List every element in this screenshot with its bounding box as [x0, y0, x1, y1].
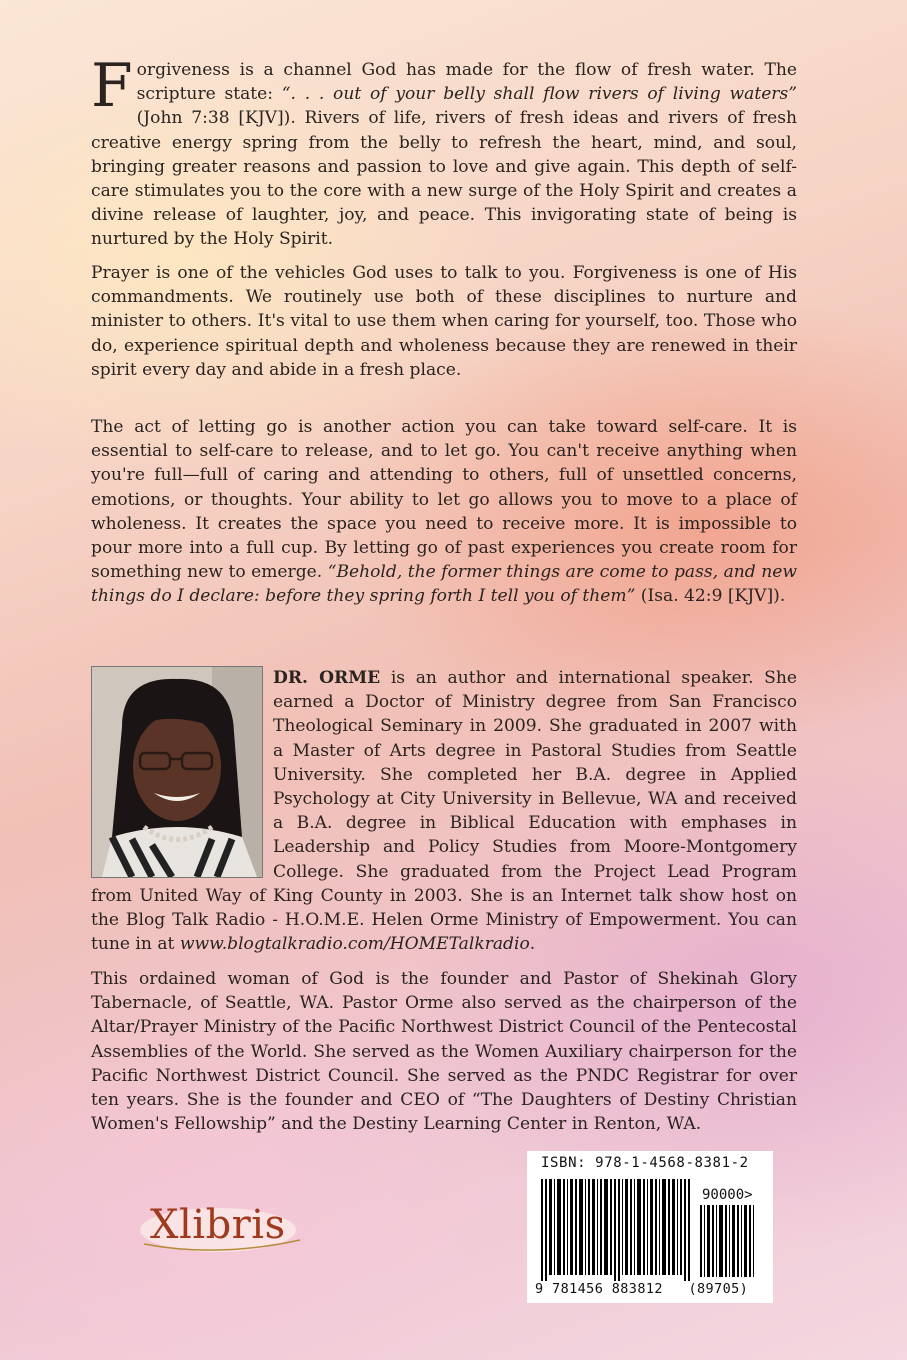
- paragraph-prayer: Prayer is one of the vehicles God uses to talk to you. Forgiveness is one of His commandments. We routinely use both of these disciplines to nurture and minister to others. It's vital to use them when caring for yourself, too. Those who do, experience spiritual depth and wholeness because they are renewed in their spirit every day and abide in a fresh place.: [91, 263, 797, 380]
- author-bio-body: is an author and international speaker. She earned a Doctor of Ministry degree from San Francisco Theological Seminary in 2009. She graduated in 2007 with a Master of Arts degree in Pastoral Studies from Seattle University. She completed her B.A. degree in Applied Psychology at City University in Bellevue, WA and received a B.A. degree in Biblical Education with emphases in Leadership and Policy Studies from Moore-Montgomery College. She graduated from the Project Lead Program from United Way of King County in 2003. She is an Internet talk show host on the Blog Talk Radio - H.O.M.E. Helen Orme Ministry of Empowerment. You can tune in at: [91, 668, 797, 955]
- author-bio: [91, 666, 797, 956]
- isbn-barcode: [527, 1151, 773, 1303]
- xlibris-logo: [138, 1200, 308, 1260]
- barcode-bars-icon: [539, 1179, 697, 1281]
- scripture-quote: “. . . out of your belly shall flow rivers of living waters”: [281, 84, 797, 105]
- author-portrait-icon: [92, 667, 262, 877]
- paragraph-text: orgiveness is a channel God has made for the flow of fresh water. The scripture state:: [136, 60, 797, 105]
- barcode-digits: 9 781456 883812 (89705): [535, 1281, 749, 1297]
- author-name: DR. ORME: [273, 668, 381, 688]
- scripture-quote: “Behold, the former things are come to pass, and new things do I declare: before they spring forth I tell you of them”: [91, 562, 797, 607]
- isbn-label: ISBN: 978-1-4568-8381-2: [541, 1155, 749, 1171]
- author-bio-text: DR. ORME is an author and international speaker. She earned a Doctor of Ministry degree from San Francisco Theological Seminary in 2009. She graduated in 2007 with a Master of Arts degree in Pastoral Studies from Seattle University. She completed her B.A. degree in Applied Psychology at City University in Bellevue, WA and received a B.A. degree in Biblical Education with emphases in Leadership and Policy Studies from Moore-Montgomery College. She graduated from the Project Lead Program from United Way of King County in 2003. She is an Internet talk show host on the Blog Talk Radio - H.O.M.E. Helen Orme Ministry of Empowerment. You can tune in at www.blogtalkradio.com/HOMETalkradio.: [91, 668, 797, 955]
- drop-cap: F: [91, 51, 133, 121]
- paragraph-forgiveness: [91, 51, 797, 252]
- paragraph-text: (John 7:38 [KJV]). Rivers of life, rivers of fresh ideas and rivers of fresh creative energy spring from the belly to refresh the heart, mind, and soul, bringing greater reasons and passion to love and give again. This depth of self-care stimulates you to the core with a new surge of the Holy Spirit and creates a divine release of laughter, joy, and peace. This invigorating state of being is nurtured by the Holy Spirit.: [91, 108, 797, 250]
- logo-text: Xlibris: [150, 1202, 286, 1248]
- paragraph-pastor: This ordained woman of God is the founder and Pastor of Shekinah Glory Tabernacle, of Seattle, WA. Pastor Orme also served as the chairperson of the Altar/Prayer Ministry of the Pacific Northwest District Council of the Pentecostal Assemblies of the World. She served as the Women Auxiliary chairperson for the Pacific Northwest District Council. She served as the PNDC Registrar for over ten years. She is the founder and CEO of “The Daughters of Destiny Christian Women's Fellowship” and the Destiny Learning Center in Renton, WA.: [91, 969, 797, 1135]
- price-code: 90000>: [702, 1187, 753, 1203]
- author-url[interactable]: www.blogtalkradio.com/HOMETalkradio: [179, 934, 530, 955]
- paragraph-text: The act of letting go is another action you can take toward self-care. It is essential to self-care to release, and to let go. You can't receive anything when you're full—full of caring and attending to others, full of unsettled concerns, emotions, or thoughts. Your ability to let go allows you to move to a place of wholeness. It creates the space you need to receive more. It is impossible to pour more into a full cup. By letting go of past experiences you create room for something new to emerge.: [91, 417, 797, 583]
- price-bars-icon: [699, 1205, 759, 1277]
- paragraph-letting-go: [91, 415, 797, 609]
- author-photo: [91, 666, 263, 878]
- paragraph-text: (Isa. 42:9 [KJV]).: [635, 586, 786, 607]
